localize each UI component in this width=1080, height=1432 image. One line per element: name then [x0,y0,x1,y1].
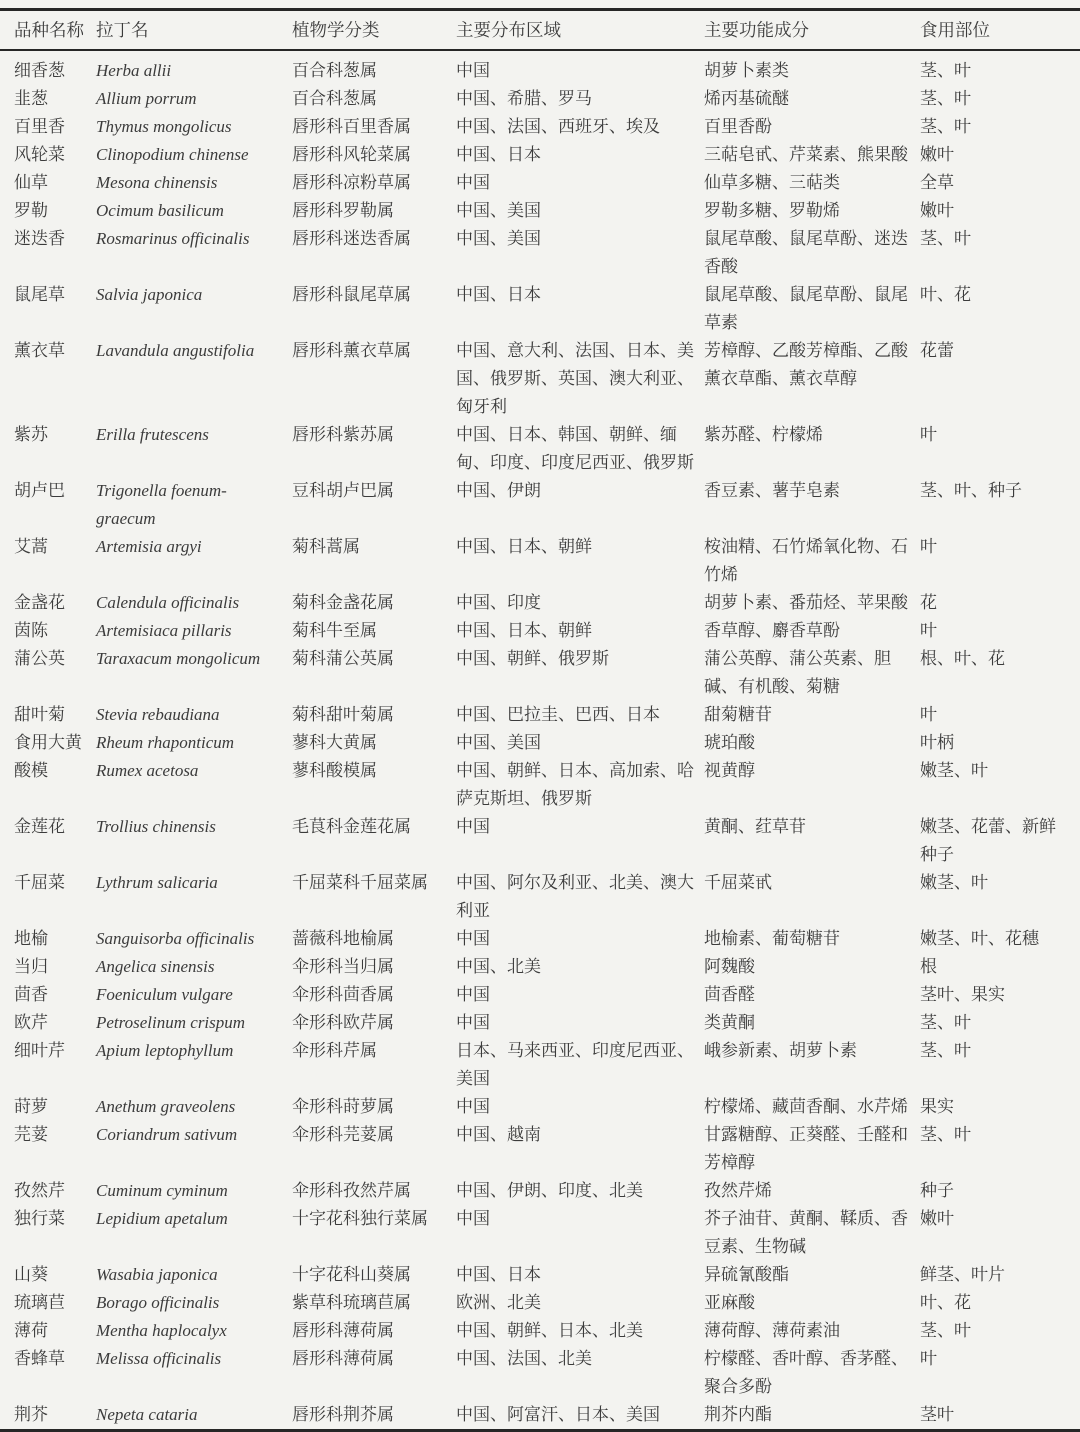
cell-botanical-classification: 菊科蒿属 [292,537,360,556]
cell-botanical-classification: 伞形科茴香属 [292,985,394,1004]
cell-distribution-region: 中国、朝鲜、日本、北美 [456,1321,643,1340]
cell-latin-name: Rumex acetosa [96,761,199,780]
cell-latin-name: Lythrum salicaria [96,873,218,892]
cell-variety-name: 薰衣草 [14,341,65,360]
cell-variety-name: 金盏花 [14,593,65,612]
cell-distribution-region: 中国、法国、西班牙、埃及 [456,117,660,136]
cell-edible-part: 叶 [920,621,937,640]
cell-functional-components: 荆芥内酯 [704,1405,772,1424]
cell-botanical-classification: 蓼科大黄属 [292,733,377,752]
cell-variety-name: 薄荷 [14,1321,48,1340]
cell-latin-name: Herba allii [96,61,172,80]
cell-distribution-region: 日本、马来西亚、印度尼西亚、美国 [456,1041,694,1088]
cell-functional-components: 薄荷醇、薄荷素油 [704,1321,840,1340]
table-row [0,141,1080,169]
cell-edible-part: 果实 [920,1097,954,1116]
cell-distribution-region: 中国、日本 [456,145,541,164]
cell-functional-components: 芥子油苷、黄酮、鞣质、香豆素、生物碱 [704,1209,908,1256]
cell-distribution-region: 中国、日本 [456,285,541,304]
cell-edible-part: 叶 [920,425,937,444]
herb-species-table [0,8,1080,1432]
cell-edible-part: 茎、叶 [920,89,971,108]
cell-functional-components: 孜然芹烯 [704,1181,772,1200]
cell-distribution-region: 中国 [456,817,490,836]
table-row [0,533,1080,589]
table-row [0,477,1080,533]
cell-variety-name: 细香葱 [14,61,65,80]
cell-distribution-region: 中国、美国 [456,201,541,220]
cell-distribution-region: 中国、美国 [456,733,541,752]
cell-latin-name: Trollius chinensis [96,817,216,836]
cell-variety-name: 琉璃苣 [14,1293,65,1312]
cell-edible-part: 叶 [920,537,937,556]
cell-distribution-region: 中国、朝鲜、日本、高加索、哈萨克斯坦、俄罗斯 [456,761,694,808]
table-row [0,981,1080,1009]
cell-botanical-classification: 十字花科山葵属 [292,1265,411,1284]
cell-edible-part: 嫩叶 [920,201,954,220]
cell-edible-part: 嫩叶 [920,145,954,164]
cell-botanical-classification: 伞形科欧芹属 [292,1013,394,1032]
table-row [0,757,1080,813]
cell-functional-components: 仙草多糖、三萜类 [704,173,840,192]
cell-latin-name: Wasabia japonica [96,1265,218,1284]
cell-variety-name: 山葵 [14,1265,48,1284]
cell-edible-part: 种子 [920,1181,954,1200]
cell-variety-name: 韭葱 [14,89,48,108]
table-row [0,337,1080,421]
cell-edible-part: 茎、叶 [920,61,971,80]
cell-latin-name: Angelica sinensis [96,957,215,976]
table-row [0,113,1080,141]
cell-distribution-region: 中国、阿富汗、日本、美国 [456,1405,660,1424]
cell-botanical-classification: 百合科葱属 [292,89,377,108]
cell-latin-name: Rheum rhaponticum [96,733,235,752]
cell-functional-components: 视黄醇 [704,761,755,780]
cell-edible-part: 叶、花 [920,285,971,304]
header-latin-name: 拉丁名 [96,10,292,51]
cell-functional-components: 甘露糖醇、正葵醛、壬醛和芳樟醇 [704,1125,908,1172]
cell-latin-name: Mentha haplocalyx [96,1321,227,1340]
cell-functional-components: 罗勒多糖、罗勒烯 [704,201,840,220]
cell-functional-components: 百里香酚 [704,117,772,136]
cell-functional-components: 蒲公英醇、蒲公英素、胆碱、有机酸、菊糖 [704,649,891,696]
cell-edible-part: 根 [920,957,937,976]
cell-latin-name: Mesona chinensis [96,173,218,192]
cell-functional-components: 黄酮、荭草苷 [704,817,806,836]
table-row [0,281,1080,337]
cell-variety-name: 金莲花 [14,817,65,836]
cell-botanical-classification: 菊科蒲公英属 [292,649,394,668]
cell-variety-name: 鼠尾草 [14,285,65,304]
cell-edible-part: 茎、叶 [920,1321,971,1340]
table-row [0,925,1080,953]
cell-edible-part: 花蕾 [920,341,954,360]
cell-functional-components: 烯丙基硫醚 [704,89,789,108]
cell-edible-part: 嫩茎、叶 [920,761,988,780]
table-row [0,1289,1080,1317]
table-row [0,1037,1080,1093]
cell-functional-components: 甜菊糖苷 [704,705,772,724]
table-row [0,729,1080,757]
cell-edible-part: 茎、叶 [920,229,971,248]
cell-latin-name: Lepidium apetalum [96,1209,228,1228]
cell-functional-components: 茴香醛 [704,985,755,1004]
cell-distribution-region: 中国 [456,173,490,192]
cell-edible-part: 嫩茎、花蕾、新鲜种子 [920,817,1056,864]
cell-distribution-region: 中国、美国 [456,229,541,248]
cell-latin-name: Foeniculum vulgare [96,985,233,1004]
cell-functional-components: 鼠尾草酸、鼠尾草酚、迷迭香酸 [704,229,908,276]
cell-edible-part: 全草 [920,173,954,192]
cell-botanical-classification: 唇形科迷迭香属 [292,229,411,248]
cell-latin-name: Borago officinalis [96,1293,220,1312]
cell-botanical-classification: 唇形科荆芥属 [292,1405,394,1424]
cell-latin-name: Thymus mongolicus [96,117,232,136]
cell-distribution-region: 中国 [456,1013,490,1032]
cell-botanical-classification: 菊科金盏花属 [292,593,394,612]
cell-botanical-classification: 千屈菜科千屈菜属 [292,873,428,892]
cell-distribution-region: 中国、北美 [456,957,541,976]
cell-functional-components: 香豆素、薯芋皂素 [704,481,840,500]
table-row [0,589,1080,617]
cell-variety-name: 香蜂草 [14,1349,65,1368]
cell-botanical-classification: 伞形科芫荽属 [292,1125,394,1144]
cell-functional-components: 异硫氰酸酯 [704,1265,789,1284]
cell-edible-part: 嫩茎、叶 [920,873,988,892]
cell-functional-components: 阿魏酸 [704,957,755,976]
table-row [0,1345,1080,1401]
cell-distribution-region: 中国、巴拉圭、巴西、日本 [456,705,660,724]
cell-botanical-classification: 菊科牛至属 [292,621,377,640]
cell-edible-part: 嫩叶 [920,1209,954,1228]
cell-functional-components: 鼠尾草酸、鼠尾草酚、鼠尾草素 [704,285,908,332]
cell-distribution-region: 中国、朝鲜、俄罗斯 [456,649,609,668]
cell-variety-name: 仙草 [14,173,48,192]
cell-functional-components: 琥珀酸 [704,733,755,752]
cell-latin-name: Calendula officinalis [96,593,240,612]
cell-distribution-region: 中国、日本、朝鲜 [456,621,592,640]
cell-latin-name: Taraxacum mongolicum [96,649,261,668]
cell-latin-name: Lavandula angustifolia [96,341,255,360]
cell-latin-name: Petroselinum crispum [96,1013,246,1032]
cell-variety-name: 荆芥 [14,1405,48,1424]
header-functional-components: 主要功能成分 [704,10,920,51]
cell-functional-components: 峨参新素、胡萝卜素 [704,1041,857,1060]
cell-distribution-region: 中国、伊朗、印度、北美 [456,1181,643,1200]
cell-latin-name: Erilla frutescens [96,425,209,444]
cell-functional-components: 桉油精、石竹烯氧化物、石竹烯 [704,537,908,584]
table-row [0,1121,1080,1177]
header-distribution-region: 主要分布区域 [456,10,704,51]
cell-edible-part: 茎叶 [920,1405,954,1424]
cell-botanical-classification: 蓼科酸模属 [292,761,377,780]
cell-latin-name: Anethum graveolens [96,1097,236,1116]
table-row [0,1177,1080,1205]
table-row [0,1401,1080,1431]
cell-latin-name: Nepeta cataria [96,1405,198,1424]
table-row [0,869,1080,925]
cell-botanical-classification: 紫草科琉璃苣属 [292,1293,411,1312]
cell-distribution-region: 中国 [456,61,490,80]
cell-distribution-region: 中国 [456,1097,490,1116]
cell-botanical-classification: 百合科葱属 [292,61,377,80]
cell-latin-name: Artemisia argyi [96,537,202,556]
header-botanical-classification: 植物学分类 [292,10,456,51]
cell-edible-part: 茎叶、果实 [920,985,1005,1004]
cell-variety-name: 茵陈 [14,621,48,640]
cell-latin-name: Melissa officinalis [96,1349,222,1368]
cell-edible-part: 叶 [920,1349,937,1368]
cell-distribution-region: 中国、日本、朝鲜 [456,537,592,556]
cell-botanical-classification: 伞形科芹属 [292,1041,377,1060]
cell-latin-name: Rosmarinus officinalis [96,229,250,248]
cell-functional-components: 亚麻酸 [704,1293,755,1312]
cell-latin-name: Coriandrum sativum [96,1125,238,1144]
table-row [0,1093,1080,1121]
cell-variety-name: 风轮菜 [14,145,65,164]
cell-edible-part: 茎、叶 [920,1125,971,1144]
cell-botanical-classification: 菊科甜叶菊属 [292,705,394,724]
table-row [0,1261,1080,1289]
cell-distribution-region: 中国、希腊、罗马 [456,89,592,108]
table-row [0,1009,1080,1037]
table-row [0,617,1080,645]
cell-botanical-classification: 蔷薇科地榆属 [292,929,394,948]
cell-distribution-region: 中国、阿尔及利亚、北美、澳大利亚 [456,873,694,920]
cell-botanical-classification: 唇形科鼠尾草属 [292,285,411,304]
cell-variety-name: 当归 [14,957,48,976]
cell-variety-name: 地榆 [14,929,48,948]
cell-variety-name: 食用大黄 [14,733,82,752]
cell-botanical-classification: 唇形科薄荷属 [292,1321,394,1340]
cell-latin-name: Sanguisorba officinalis [96,929,255,948]
cell-botanical-classification: 唇形科风轮菜属 [292,145,411,164]
cell-functional-components: 三萜皂甙、芹菜素、熊果酸 [704,145,908,164]
table-row [0,701,1080,729]
cell-distribution-region: 中国 [456,929,490,948]
cell-botanical-classification: 毛茛科金莲花属 [292,817,411,836]
cell-variety-name: 芫荽 [14,1125,48,1144]
cell-distribution-region: 中国 [456,985,490,1004]
cell-distribution-region: 中国、日本、韩国、朝鲜、缅甸、印度、印度尼西亚、俄罗斯 [456,425,694,472]
cell-functional-components: 香草醇、麝香草酚 [704,621,840,640]
cell-variety-name: 酸模 [14,761,48,780]
cell-edible-part: 根、叶、花 [920,649,1005,668]
cell-functional-components: 胡萝卜素类 [704,61,789,80]
cell-botanical-classification: 伞形科当归属 [292,957,394,976]
cell-variety-name: 欧芹 [14,1013,48,1032]
cell-variety-name: 百里香 [14,117,65,136]
cell-edible-part: 叶、花 [920,1293,971,1312]
table-row [0,953,1080,981]
cell-functional-components: 柠檬醛、香叶醇、香茅醛、聚合多酚 [704,1349,908,1396]
table-header [0,10,1080,51]
cell-variety-name: 孜然芹 [14,1181,65,1200]
table-row [0,197,1080,225]
cell-latin-name: Clinopodium chinense [96,145,249,164]
cell-edible-part: 叶 [920,705,937,724]
cell-botanical-classification: 伞形科孜然芹属 [292,1181,411,1200]
cell-distribution-region: 中国 [456,1209,490,1228]
table-row [0,85,1080,113]
cell-variety-name: 蒲公英 [14,649,65,668]
cell-botanical-classification: 唇形科罗勒属 [292,201,394,220]
cell-botanical-classification: 唇形科凉粉草属 [292,173,411,192]
cell-variety-name: 茴香 [14,985,48,1004]
cell-functional-components: 胡萝卜素、番茄烃、苹果酸 [704,593,908,612]
cell-edible-part: 茎、叶 [920,1041,971,1060]
table-row [0,645,1080,701]
cell-variety-name: 紫苏 [14,425,48,444]
cell-edible-part: 茎、叶 [920,117,971,136]
cell-edible-part: 嫩茎、叶、花穗 [920,929,1039,948]
cell-distribution-region: 中国、意大利、法国、日本、美国、俄罗斯、英国、澳大利亚、匈牙利 [456,341,694,416]
cell-latin-name: Cuminum cyminum [96,1181,228,1200]
cell-variety-name: 迷迭香 [14,229,65,248]
header-edible-part: 食用部位 [920,10,1080,51]
cell-botanical-classification: 十字花科独行菜属 [292,1209,428,1228]
cell-latin-name: Trigonella foenum-graecum [96,481,227,528]
cell-latin-name: Apium leptophyllum [96,1041,234,1060]
cell-variety-name: 艾蒿 [14,537,48,556]
table-row [0,50,1080,85]
cell-latin-name: Allium porrum [96,89,197,108]
cell-functional-components: 紫苏醛、柠檬烯 [704,425,823,444]
cell-variety-name: 罗勒 [14,201,48,220]
cell-functional-components: 千屈菜甙 [704,873,772,892]
cell-botanical-classification: 唇形科薄荷属 [292,1349,394,1368]
cell-botanical-classification: 豆科胡卢巴属 [292,481,394,500]
cell-latin-name: Stevia rebaudiana [96,705,220,724]
cell-edible-part: 鲜茎、叶片 [920,1265,1005,1284]
cell-edible-part: 茎、叶、种子 [920,481,1022,500]
header-variety-name: 品种名称 [0,10,96,51]
cell-distribution-region: 中国、印度 [456,593,541,612]
cell-botanical-classification: 唇形科薰衣草属 [292,341,411,360]
cell-functional-components: 芳樟醇、乙酸芳樟酯、乙酸薰衣草酯、薰衣草醇 [704,341,908,388]
cell-variety-name: 独行菜 [14,1209,65,1228]
cell-edible-part: 茎、叶 [920,1013,971,1032]
table-row [0,169,1080,197]
cell-distribution-region: 中国、法国、北美 [456,1349,592,1368]
cell-distribution-region: 中国、伊朗 [456,481,541,500]
cell-variety-name: 千屈菜 [14,873,65,892]
cell-distribution-region: 中国、越南 [456,1125,541,1144]
header-row [0,10,1080,51]
table-row [0,421,1080,477]
cell-variety-name: 莳萝 [14,1097,48,1116]
cell-latin-name: Ocimum basilicum [96,201,224,220]
table-row [0,1317,1080,1345]
table-row [0,813,1080,869]
cell-botanical-classification: 伞形科莳萝属 [292,1097,394,1116]
cell-distribution-region: 欧洲、北美 [456,1293,541,1312]
cell-edible-part: 花 [920,593,937,612]
cell-latin-name: Salvia japonica [96,285,203,304]
table-row [0,225,1080,281]
cell-variety-name: 细叶芹 [14,1041,65,1060]
cell-functional-components: 地榆素、葡萄糖苷 [704,929,840,948]
cell-functional-components: 柠檬烯、藏茴香酮、水芹烯 [704,1097,908,1116]
cell-edible-part: 叶柄 [920,733,954,752]
cell-botanical-classification: 唇形科百里香属 [292,117,411,136]
cell-botanical-classification: 唇形科紫苏属 [292,425,394,444]
cell-variety-name: 胡卢巴 [14,481,65,500]
cell-variety-name: 甜叶菊 [14,705,65,724]
table-row [0,1205,1080,1261]
cell-distribution-region: 中国、日本 [456,1265,541,1284]
cell-latin-name: Artemisiaca pillaris [96,621,232,640]
table-body [0,50,1080,1431]
cell-functional-components: 类黄酮 [704,1013,755,1032]
